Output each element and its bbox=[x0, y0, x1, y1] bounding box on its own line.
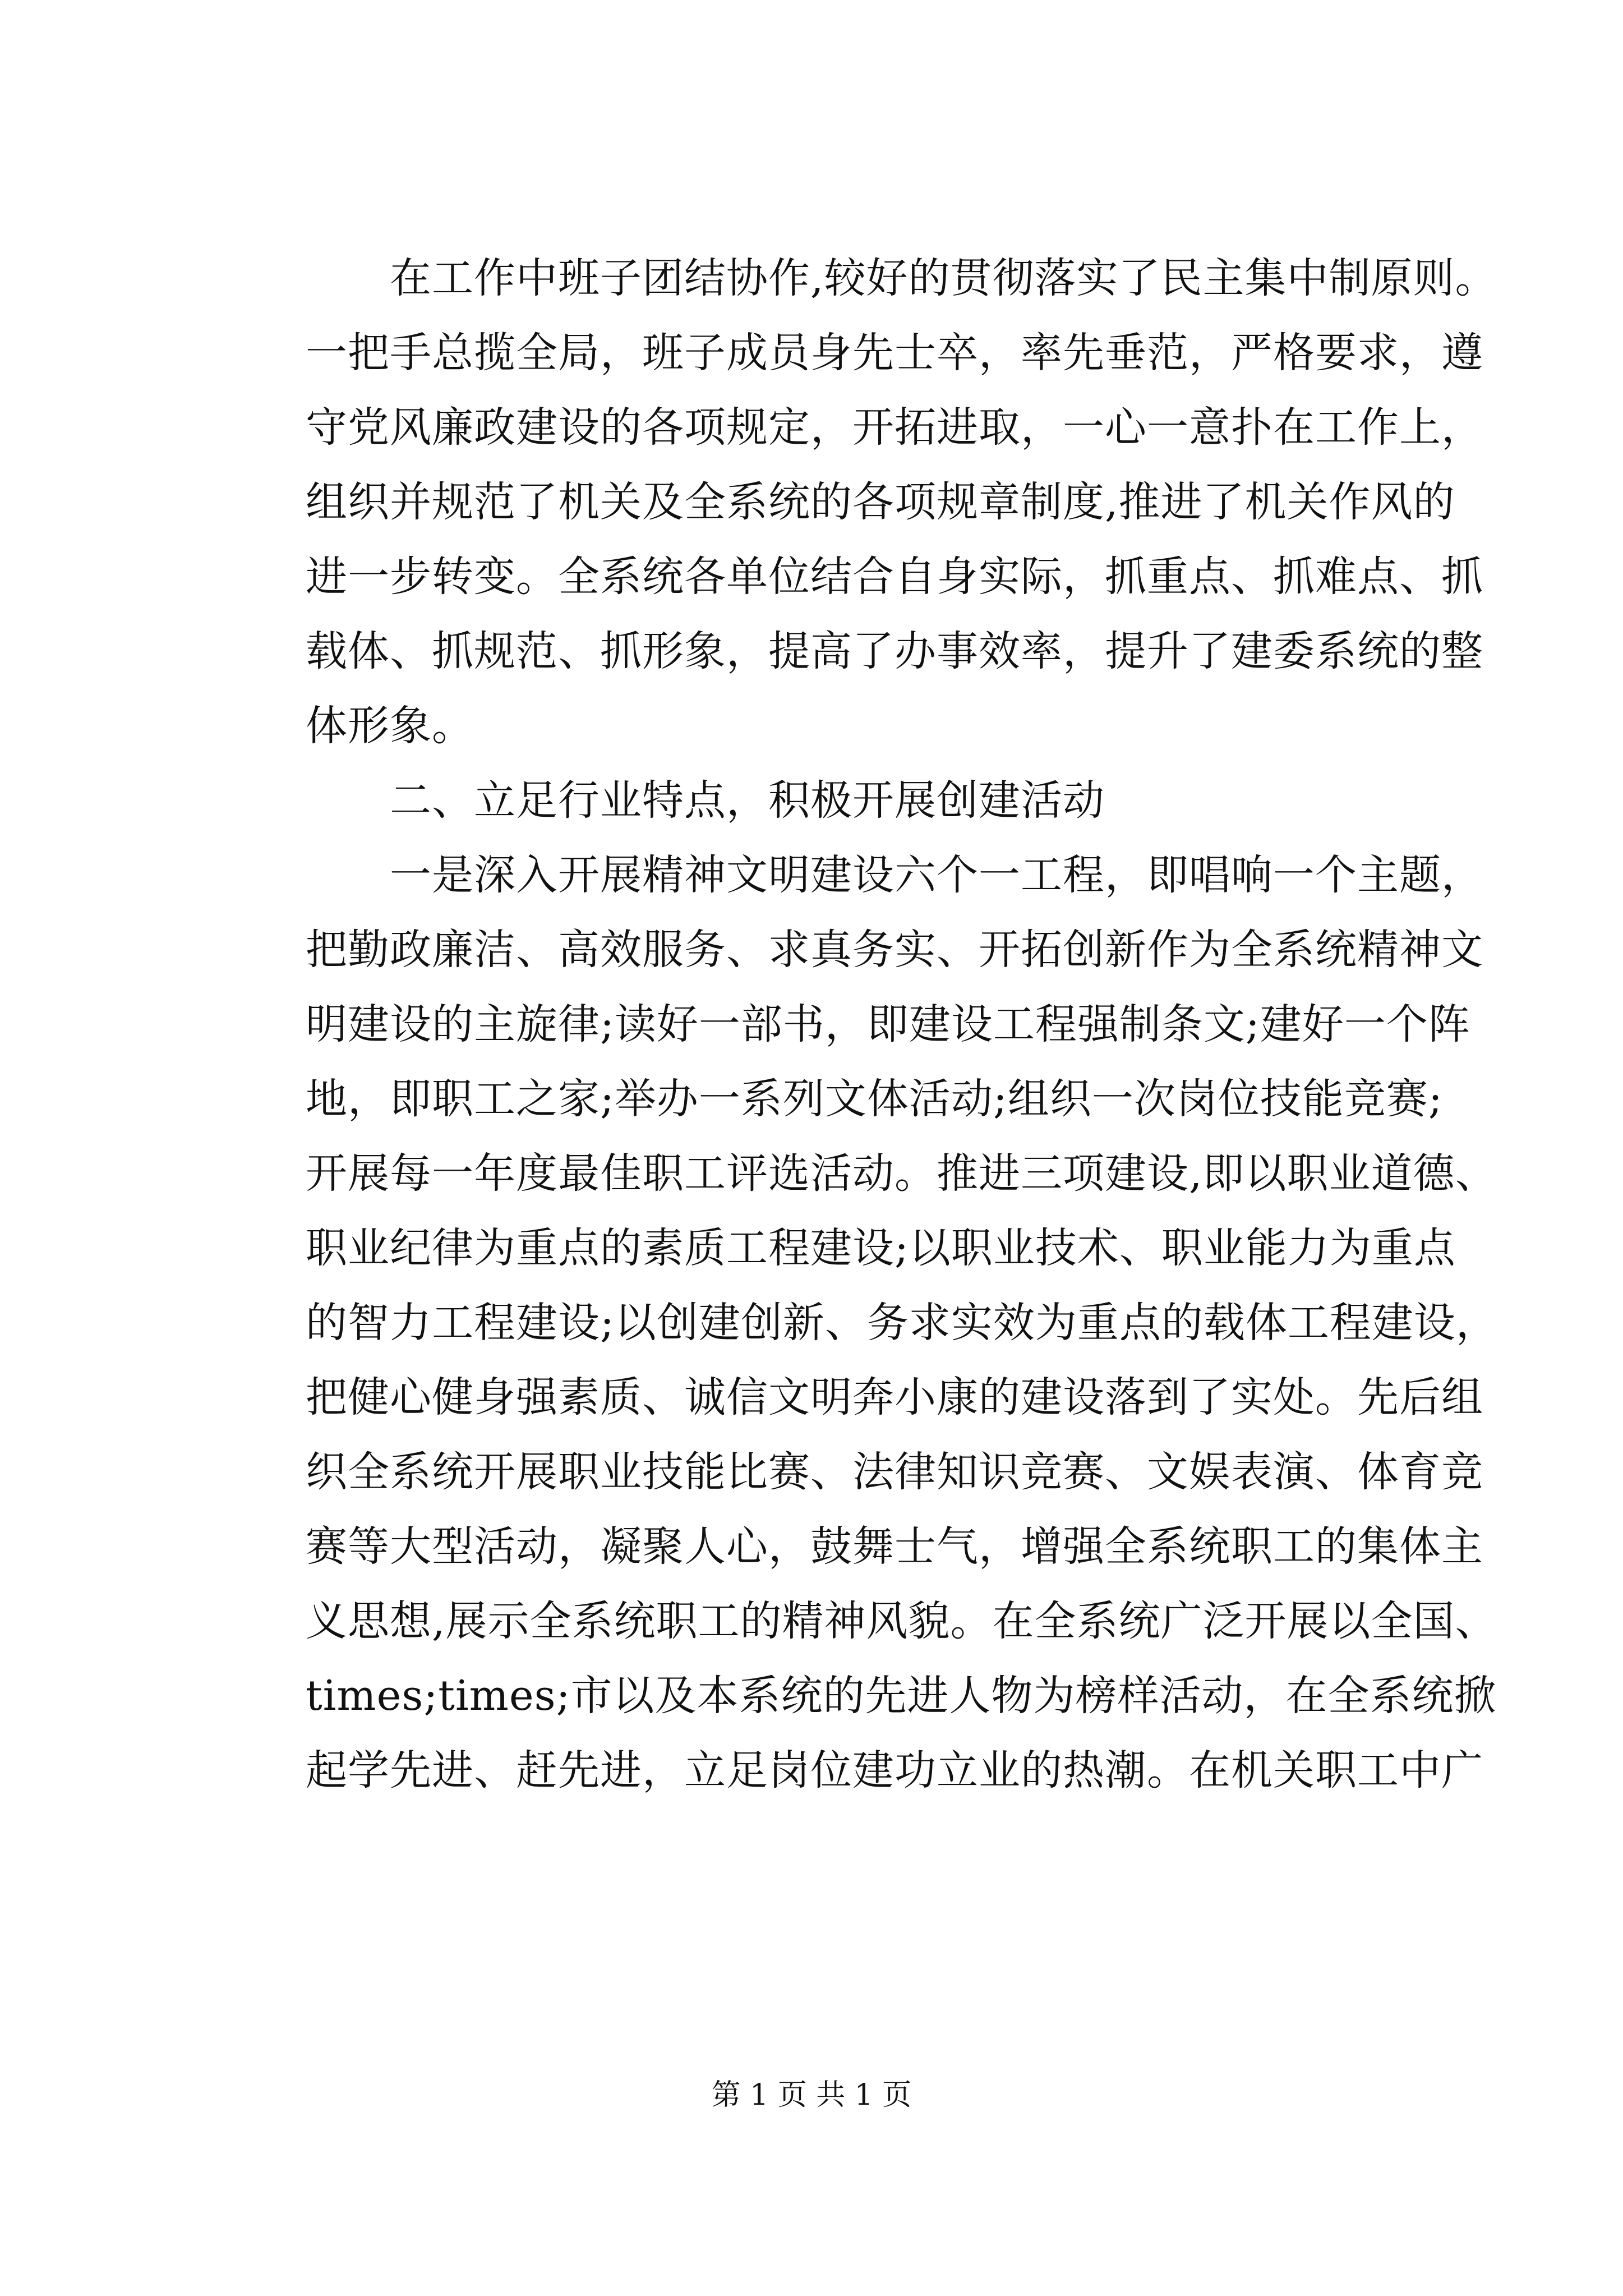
text-line: 一把手总揽全局，班子成员身先士卒，率先垂范，严格要求，遵 bbox=[306, 329, 1483, 377]
page-footer bbox=[0, 2076, 1623, 2115]
text-line: 在工作中班子团结协作,较好的贯彻落实了民主集中制原则。 bbox=[306, 254, 1497, 302]
text-line: 一是深入开展精神文明建设六个一工程，即唱响一个主题， bbox=[306, 851, 1483, 899]
text-line: 织全系统开展职业技能比赛、法律知识竞赛、文娱表演、体育竞 bbox=[306, 1448, 1483, 1496]
text-line: times;times;市以及本系统的先进人物为榜样活动，在全系统掀 bbox=[306, 1672, 1496, 1720]
text-line: 载体、抓规范、抓形象，提高了办事效率，提升了建委系统的整 bbox=[306, 627, 1483, 675]
text-line: 起学先进、赶先进，立足岗位建功立业的热潮。在机关职工中广 bbox=[306, 1746, 1483, 1795]
text-line: 把勤政廉洁、高效服务、求真务实、开拓创新作为全系统精神文 bbox=[306, 926, 1483, 974]
text-line: 进一步转变。全系统各单位结合自身实际，抓重点、抓难点、抓 bbox=[306, 553, 1483, 601]
text-line: 体形象。 bbox=[306, 702, 474, 750]
document-body bbox=[306, 241, 1498, 1808]
text-line: 的智力工程建设;以创建创新、务求实效为重点的载体工程建设， bbox=[306, 1299, 1498, 1347]
text-line: 守党风廉政建设的各项规定，开拓进取，一心一意扑在工作上， bbox=[306, 403, 1483, 452]
text-line: 把健心健身强素质、诚信文明奔小康的建设落到了实处。先后组 bbox=[306, 1373, 1483, 1421]
text-line: 赛等大型活动，凝聚人心，鼓舞士气，增强全系统职工的集体主 bbox=[306, 1522, 1483, 1571]
text-line: 职业纪律为重点的素质工程建设;以职业技术、职业能力为重点 bbox=[306, 1224, 1456, 1272]
text-line: 地，即职工之家;举办一系列文体活动;组织一次岗位技能竞赛; bbox=[306, 1075, 1443, 1123]
section-heading: 二、立足行业特点，积极开展创建活动 bbox=[306, 776, 1105, 825]
text-line: 义思想,展示全系统职工的精神风貌。在全系统广泛开展以全国、 bbox=[306, 1597, 1497, 1645]
page-number-label: 第 1 页 共 1 页 bbox=[711, 2078, 912, 2112]
text-line: 开展每一年度最佳职工评选活动。推进三项建设,即以职业道德、 bbox=[306, 1149, 1497, 1198]
text-line: 明建设的主旋律;读好一部书，即建设工程强制条文;建好一个阵 bbox=[306, 1000, 1470, 1048]
text-line: 组织并规范了机关及全系统的各项规章制度,推进了机关作风的 bbox=[306, 478, 1455, 526]
